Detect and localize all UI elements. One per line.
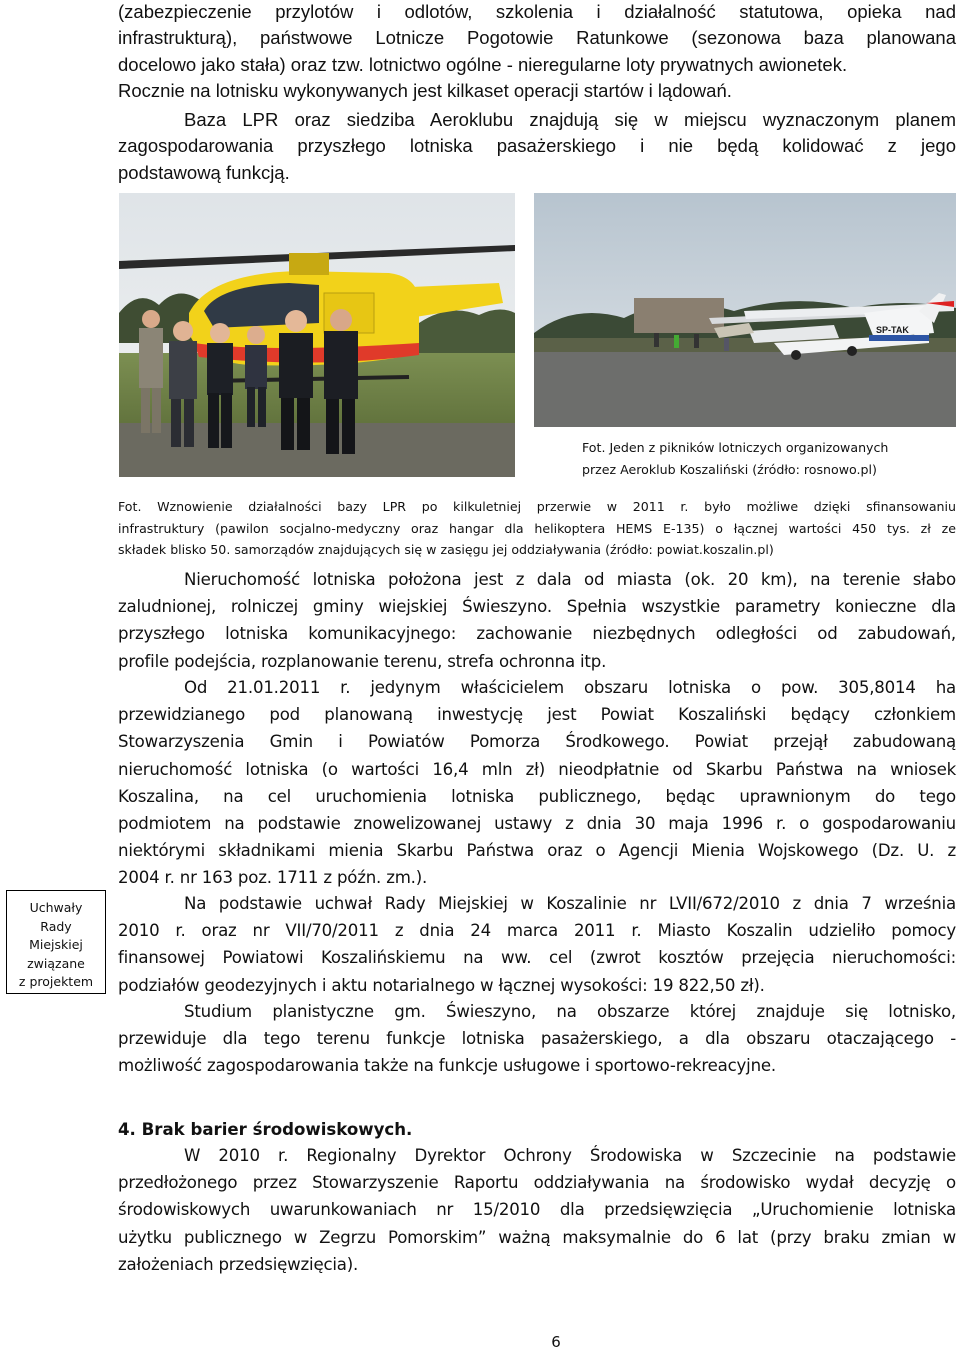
text-line: składek blisko 50. samorządów znajdujących się w zasięgu jej oddziaływania (źródło: powiat.koszalin.pl) (118, 542, 774, 558)
intro-paragraph-2 (118, 107, 956, 186)
text-line: środowiskowych uwarunkowaniach nr 15/2010 dla przedsięwzięcia „Uruchomienie lotniska (118, 1200, 956, 1220)
text-line: docelowo jako stała) oraz tzw. lotnictwo ogólne - nieregularne loty prywatnych awionetek. (118, 53, 848, 75)
helicopter-photo (119, 193, 515, 477)
resolutions-sidebox (6, 890, 106, 994)
text-line: zaludnionej, rolniczej gminy wiejskiej Świeszyno. Spełnia wszystkie parametry konieczne dla (118, 597, 956, 617)
planes-caption (582, 437, 956, 480)
text-line: Na podstawie uchwał Rady Miejskiej w Koszalinie nr LVII/672/2010 z dnia 7 września (184, 894, 956, 913)
text-line: 2010 r. oraz nr VII/70/2011 z dnia 24 marca 2011 r. Miasto Koszalin udzieliło pomocy (118, 921, 956, 941)
body-paragraph-study (118, 998, 956, 1080)
body-paragraph-location (118, 566, 956, 675)
text-line: finansowej Powiatowi Koszalińskiemu na ww. cel (zwrot kosztów przejęcia nieruchomości: (118, 948, 956, 968)
body-paragraph-resolutions (118, 890, 956, 999)
text-line: zagospodarowania przyszłego lotniska pasażerskiego i nie będą kolidować z jego (118, 135, 956, 157)
helicopter-caption (118, 496, 956, 561)
text-line: podstawową funkcją. (118, 161, 290, 183)
text-line: Od 21.01.2011 r. jedynym właścicielem obszaru lotniska o pow. 305,8014 ha (184, 678, 956, 697)
text-line: przewidzianego pod planowaną inwestycję jest Powiat Koszaliński będący członkiem (118, 705, 956, 725)
planes-photo-image (534, 193, 956, 427)
text-line: przyszłego lotniska komunikacyjnego: zachowanie niezbędnych odległości od zabudowań, (118, 624, 956, 644)
sidebox-line: związane (27, 955, 85, 971)
text-line: Nieruchomość lotniska położona jest z dala od miasta (ok. 20 km), na terenie słabo (184, 570, 956, 589)
helicopter-photo-image (119, 193, 515, 477)
text-line: Fot. Jeden z pikników lotniczych organizowanych (582, 440, 889, 455)
text-line: 2004 r. nr 163 poz. 1711 z późn. zm.). (118, 868, 428, 888)
text-line: Koszalina, na cel uruchomienia lotniska publicznego, będąc uprawnionym do tego (118, 786, 956, 806)
text-line: Studium planistyczne gm. Świeszyno, na obszarze której znajduje się lotnisko, (184, 1002, 956, 1021)
intro-paragraph-1 (118, 0, 956, 105)
text-line: przez Aeroklub Koszaliński (źródło: rosnowo.pl) (582, 461, 877, 477)
section-heading: 4. Brak barier środowiskowych. (118, 1120, 413, 1139)
text-line: założeniach przedsięwzięcia). (118, 1254, 359, 1274)
text-line: niektórymi składnikami mienia Skarbu Państwa oraz o Agencji Mienia Wojskowego (Dz. U. z (118, 841, 956, 861)
text-line: infrastruktury (pawilon socjalno-medyczny oraz hangar dla helikoptera HEMS E-135) o łącznej wartości 450 tys. zł ze (118, 520, 956, 536)
page-number: 6 (551, 1333, 561, 1351)
text-line: użytku publicznego w Zegrzu Pomorskim” ważną maksymalnie do 6 lat (przy braku zmian w (118, 1227, 956, 1247)
text-line: przewiduje dla tego terenu funkcje lotniska pasażerskiego, a dla obszaru otaczającego - (118, 1029, 956, 1049)
text-line: Stowarzyszenia Gmin i Powiatów Pomorza Środkowego. Powiat przejął zabudowaną (118, 732, 956, 752)
text-line: Baza LPR oraz siedziba Aeroklubu znajdują się w miejscu wyznaczonym planem (184, 109, 956, 130)
text-line: podmiotem na podstawie znowelizowanej ustawy z dnia 30 maja 1996 r. o gospodarowaniu (118, 814, 956, 834)
text-line: Fot. Wznowienie działalności bazy LPR po kilkuletniej przerwie w 2011 r. było możliwe dzięki sfinansowaniu (118, 499, 956, 514)
sidebox-line: z projektem (18, 974, 94, 989)
body-paragraph-ownership (118, 674, 956, 892)
text-line: przedłożonego przez Stowarzyszenie Raportu oddziaływania na środowisko wydał decyzję o (118, 1173, 956, 1193)
sidebox-line: Rady (40, 918, 72, 934)
sidebox-line: Miejskiej (29, 937, 83, 952)
sidebox-line: Uchwały (29, 900, 83, 915)
text-line: nieruchomość lotniska (o wartości 16,4 mln zł) nieodpłatnie od Skarbu Państwa na wniosek (118, 759, 956, 779)
text-line: profile podejścia, rozplanowanie terenu, strefa ochronna itp. (118, 651, 607, 671)
text-line: (zabezpieczenie przylotów i odlotów, szkolenia i działalność statutowa, opieka nad (118, 1, 956, 22)
section4-paragraph (118, 1142, 956, 1278)
text-line: podziałów geodezyjnych i aktu notarialnego w łącznej wysokości: 19 822,50 zł). (118, 975, 765, 995)
text-line: W 2010 r. Regionalny Dyrektor Ochrony Środowiska w Szczecinie na podstawie (184, 1146, 956, 1165)
text-line: możliwość zagospodarowania także na funkcje usługowe i sportowo-rekreacyjne. (118, 1056, 776, 1076)
planes-photo (534, 193, 956, 427)
text-line: Rocznie na lotnisku wykonywanych jest kilkaset operacji startów i lądowań. (118, 80, 732, 102)
text-line: infrastrukturą), państwowe Lotnicze Pogotowie Ratunkowe (sezonowa baza planowana (118, 27, 956, 49)
plane-registration: SP-TAK (876, 325, 909, 335)
